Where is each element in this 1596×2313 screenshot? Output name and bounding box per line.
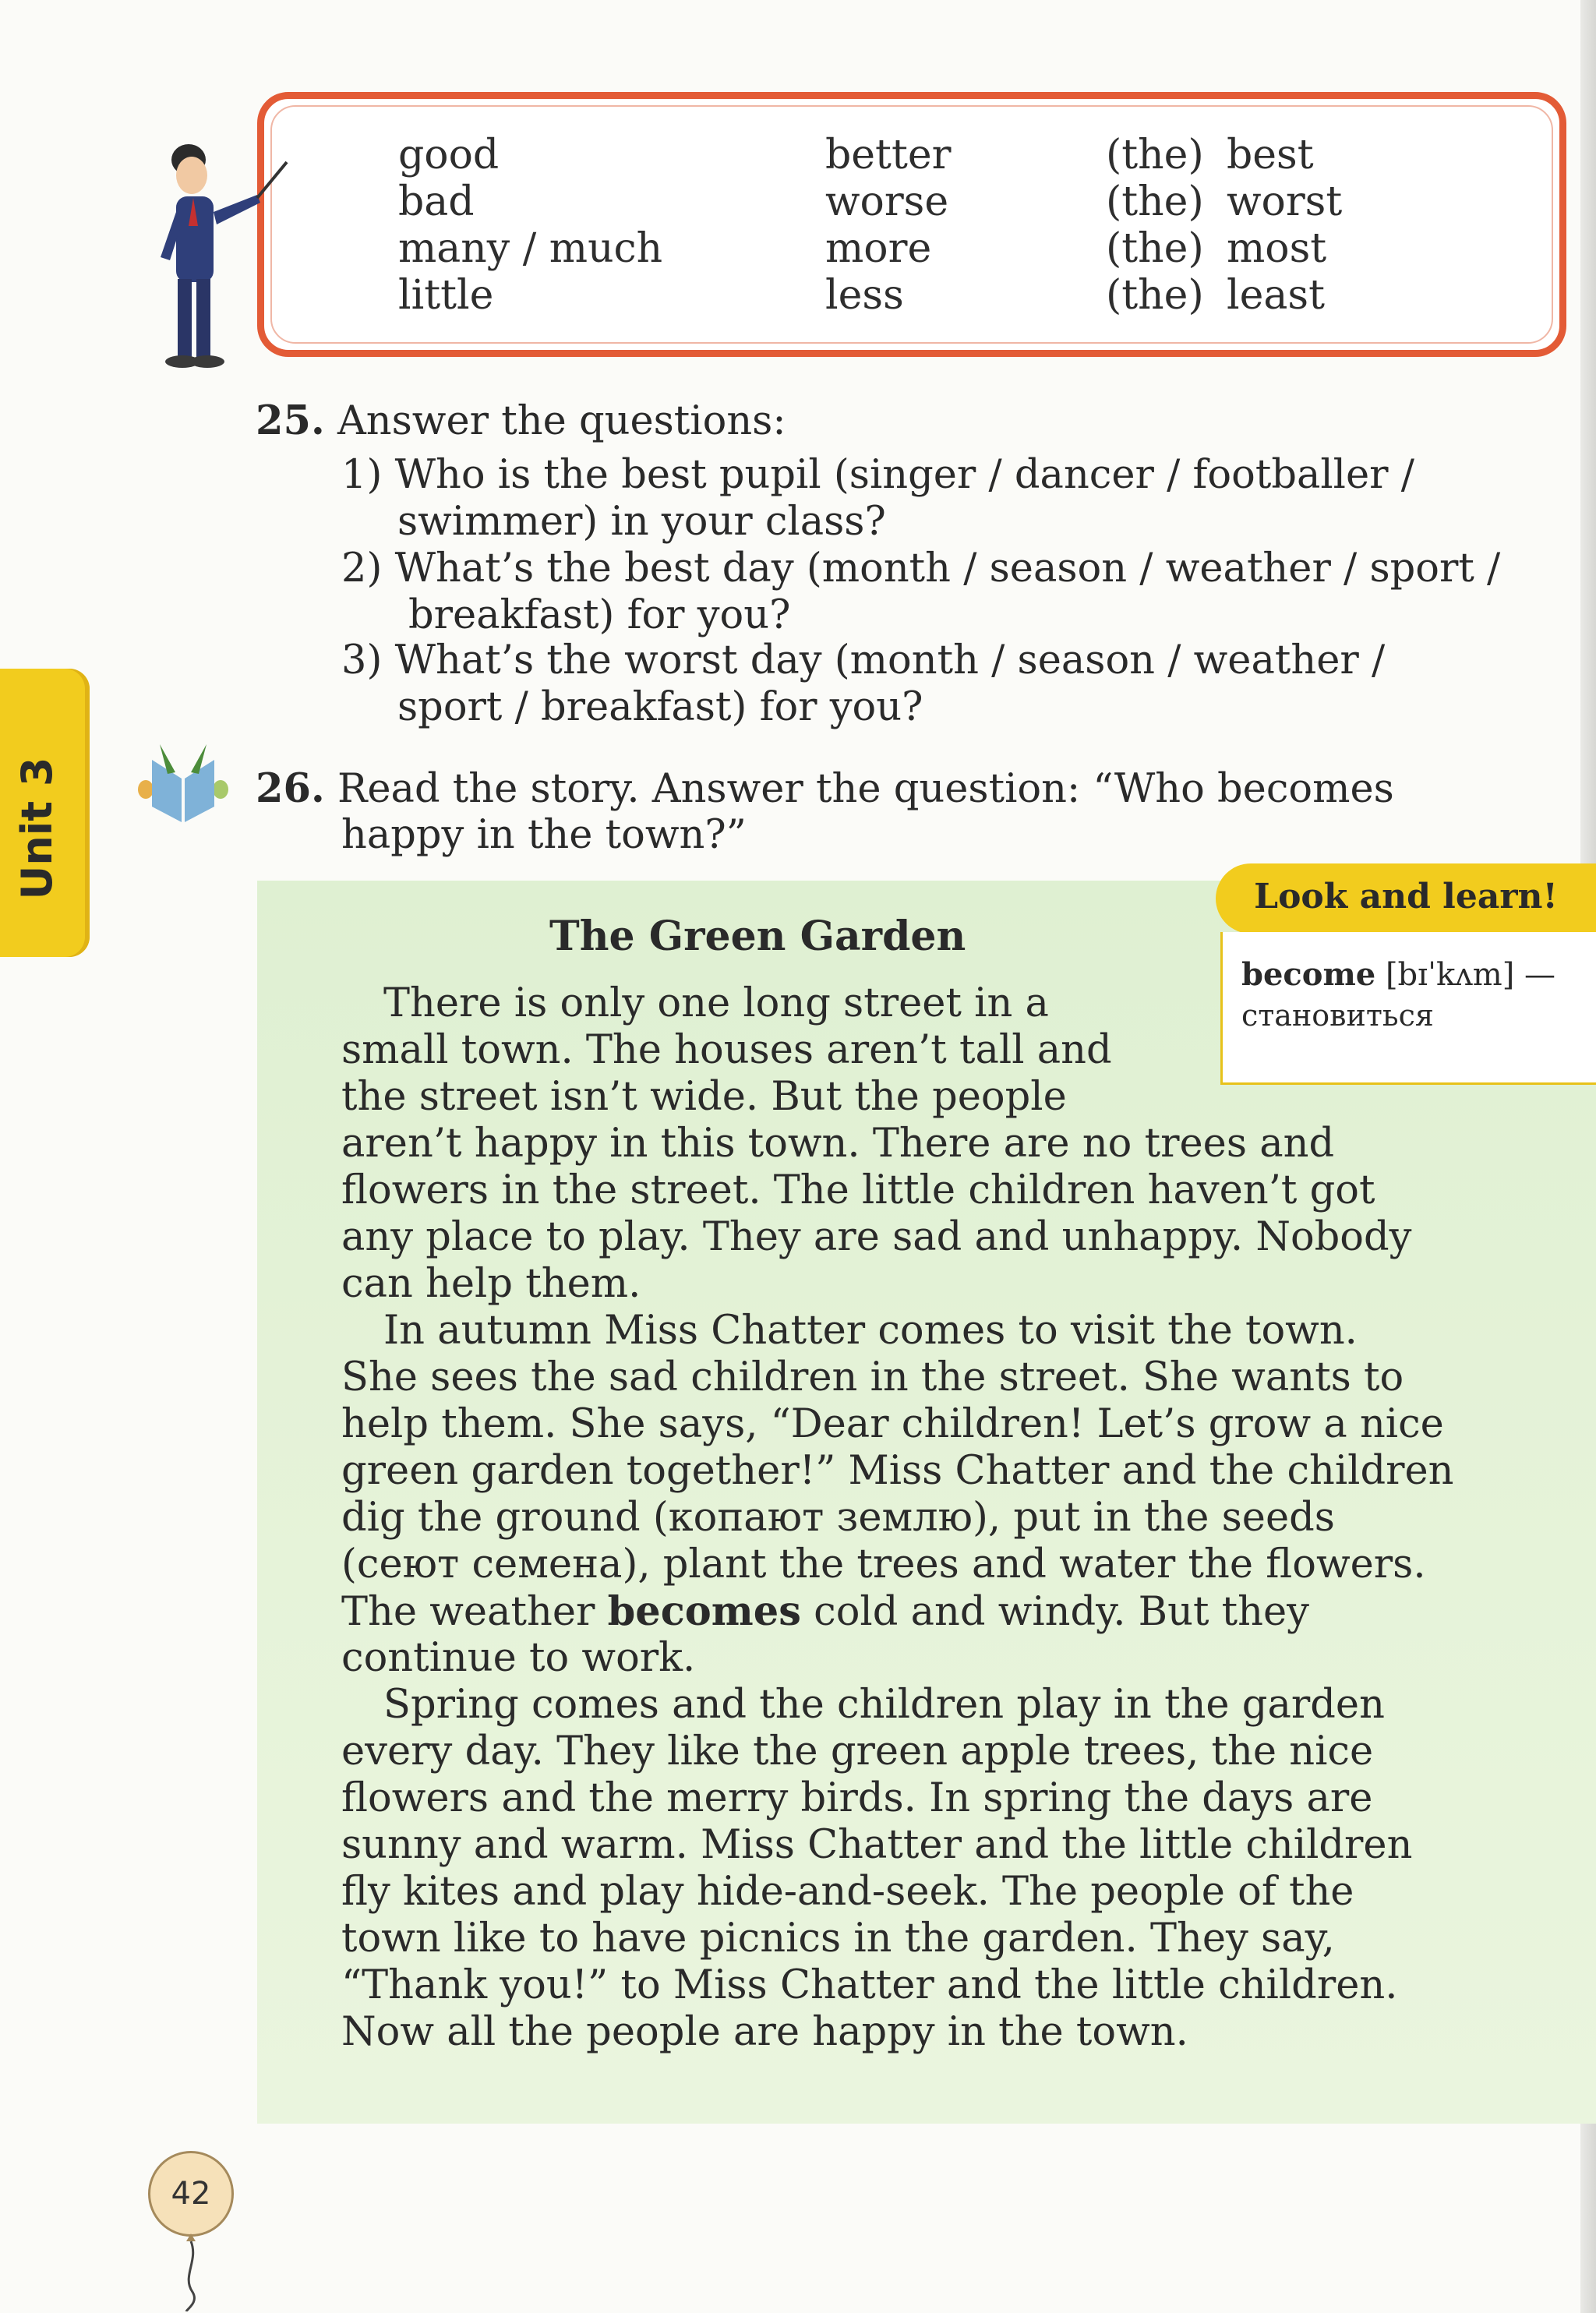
story-line: In autumn Miss Chatter comes to visit the town.	[383, 1308, 1358, 1354]
positive-little: little	[398, 272, 494, 319]
story-line: She sees the sad children in the street. She wants to	[341, 1354, 1404, 1400]
exercise-25-number: 25.	[256, 397, 325, 444]
story-line: small town. The houses aren’t tall and	[341, 1027, 1112, 1073]
article: (the)	[1106, 225, 1204, 272]
look-learn-box	[1220, 932, 1596, 1085]
story-line: every day. They like the green apple trees, the nice	[341, 1729, 1374, 1774]
story-line: can help them.	[341, 1261, 641, 1307]
look-learn-entry	[1241, 955, 1555, 994]
question-3-cont: sport / breakfast) for you?	[397, 684, 923, 730]
positive-bad: bad	[398, 178, 475, 225]
look-learn-word: become	[1241, 956, 1376, 993]
comparative-more: more	[825, 225, 932, 272]
story-line: town like to have picnics in the garden. They say,	[341, 1916, 1335, 1962]
story-line: (сеют семена), plant the trees and water the flowers.	[341, 1541, 1426, 1587]
positive-many-much: many / much	[398, 225, 663, 272]
story-line: flowers in the street. The little children haven’t got	[341, 1167, 1375, 1213]
story-line: “Thank you!” to Miss Chatter and the little children.	[341, 1962, 1398, 2008]
question-3	[341, 637, 1385, 684]
question-number: 2)	[341, 546, 383, 591]
reading-icon	[136, 744, 230, 822]
page-number: 42	[148, 2151, 234, 2237]
exercise-26-header	[256, 765, 1394, 813]
look-learn-transcription: [bɪˈkʌm] —	[1385, 957, 1556, 993]
story-line: sunny and warm. Miss Chatter and the little children	[341, 1822, 1413, 1868]
positive-good: good	[398, 132, 500, 178]
superlative-worst: worst	[1227, 178, 1343, 225]
exercise-26-line-2: happy in the town?”	[341, 812, 747, 858]
teacher-illustration	[148, 140, 288, 374]
story-line: flowers and the merry birds. In spring the days are	[341, 1775, 1373, 1821]
story-title: The Green Garden	[549, 913, 966, 960]
exercise-25-instruction: Answer the questions:	[337, 398, 786, 444]
question-1-cont: swimmer) in your class?	[397, 499, 886, 545]
comparative-better: better	[825, 132, 952, 178]
exercise-26-number: 26.	[256, 765, 325, 812]
story-line: help them. She says, “Dear children! Let’s grow a nice	[341, 1401, 1444, 1447]
question-2	[341, 546, 1500, 592]
superlative-most: most	[1227, 225, 1327, 272]
superlative-best: best	[1227, 132, 1314, 178]
superlative-least: least	[1227, 272, 1325, 319]
article: (the)	[1106, 132, 1204, 178]
unit-tab-label: Unit 3	[12, 757, 62, 900]
story-text: The weather	[341, 1589, 595, 1635]
question-1	[341, 452, 1414, 499]
question-number: 3)	[341, 637, 383, 683]
story-line: any place to play. They are sad and unhappy. Nobody	[341, 1214, 1412, 1260]
balloon-string-icon	[175, 2234, 207, 2311]
article: (the)	[1106, 178, 1204, 225]
story-line: the street isn’t wide. But the people	[341, 1074, 1067, 1120]
story-line: Spring comes and the children play in the garden	[383, 1682, 1385, 1728]
story-text: cold and windy. But they	[814, 1589, 1309, 1635]
story-keyword: becomes	[607, 1588, 801, 1635]
comparative-worse: worse	[825, 178, 949, 225]
question-text: What’s the best day (month / season / weather / sport /	[394, 546, 1501, 591]
question-2-cont: breakfast) for you?	[408, 592, 791, 638]
exercise-26-line-1: Read the story. Answer the question: “Who becomes	[337, 766, 1394, 812]
look-learn-translation: становиться	[1241, 998, 1434, 1033]
unit-tab	[0, 669, 90, 957]
story-line	[341, 1588, 1309, 1636]
exercise-25-header	[256, 397, 786, 445]
story-line: fly kites and play hide-and-seek. The people of the	[341, 1869, 1354, 1915]
look-learn-title: Look and learn!	[1254, 877, 1558, 916]
story-line: dig the ground (копают землю), put in the seeds	[341, 1495, 1335, 1541]
question-text: Who is the best pupil (singer / dancer / footballer /	[394, 452, 1414, 498]
story-line: There is only one long street in a	[383, 980, 1049, 1026]
story-line: continue to work.	[341, 1635, 696, 1681]
question-text: What’s the worst day (month / season / weather /	[394, 637, 1386, 683]
story-line: green garden together!” Miss Chatter and the children	[341, 1448, 1454, 1494]
article: (the)	[1106, 272, 1204, 319]
comparative-less: less	[825, 272, 904, 319]
question-number: 1)	[341, 452, 383, 498]
story-line: Now all the people are happy in the town.	[341, 2009, 1188, 2055]
story-line: aren’t happy in this town. There are no trees and	[341, 1121, 1335, 1167]
comparison-table	[257, 92, 1566, 357]
